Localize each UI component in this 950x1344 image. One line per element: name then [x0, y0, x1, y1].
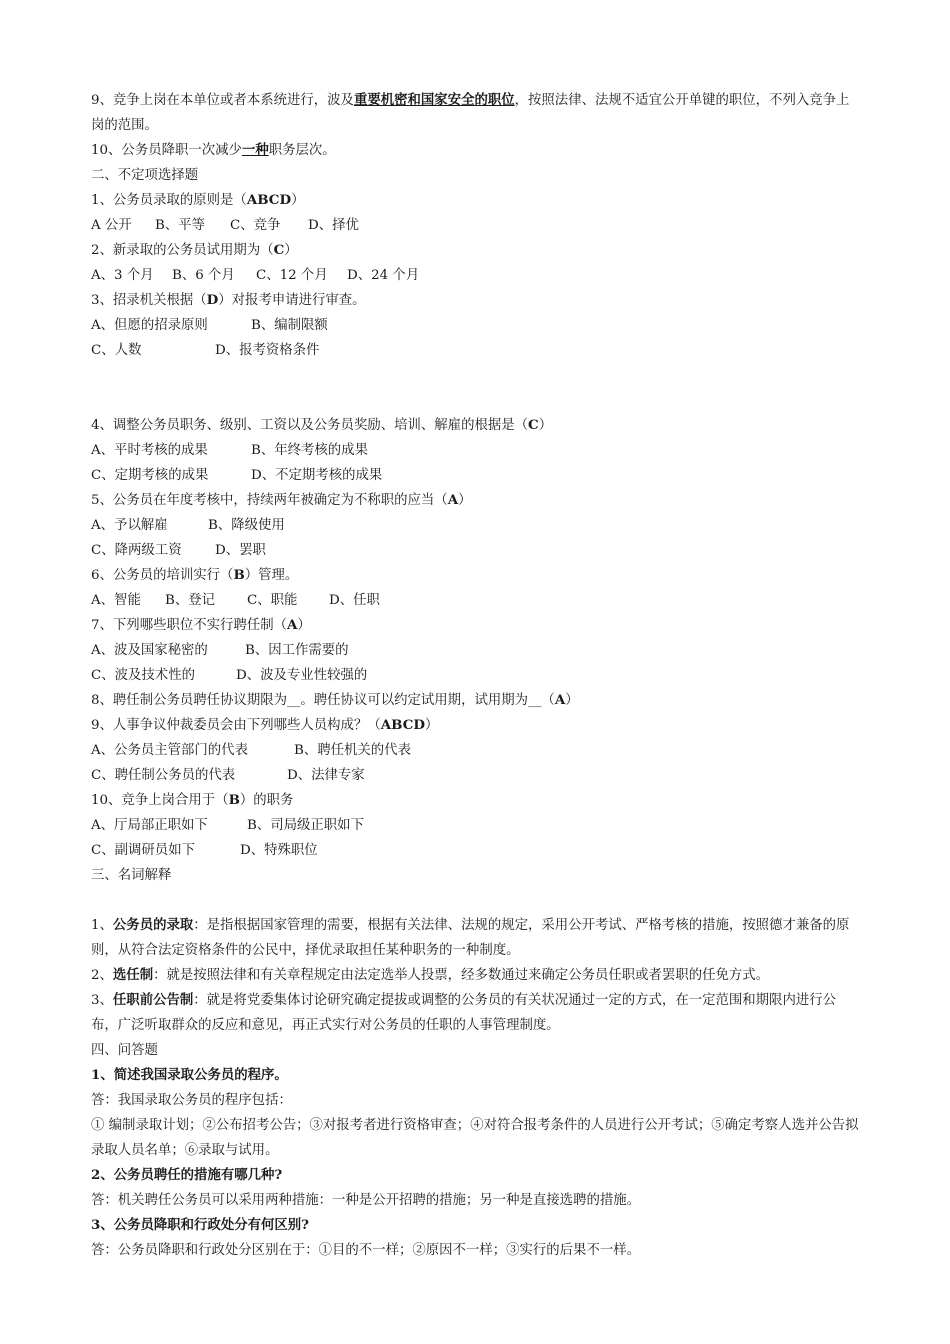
question-8 — [91, 688, 861, 713]
option: A、平时考核的成果 — [91, 443, 208, 458]
qa-question-1: 1、简述我国录取公务员的程序。 — [91, 1067, 288, 1083]
option: D、24 个月 — [347, 268, 420, 283]
option: B、6 个月 — [172, 268, 235, 283]
question-text: ） — [424, 718, 439, 733]
question-text: ） — [291, 193, 305, 208]
term-1 — [91, 913, 861, 963]
question-9 — [91, 713, 861, 738]
answer: A — [287, 617, 298, 633]
option: C、12 个月 — [256, 268, 328, 283]
question-text: ）的职务 — [239, 793, 294, 808]
answer: A — [447, 492, 459, 508]
question-text: 2、新录取的公务员试用期为（ — [91, 243, 274, 258]
option: B、司局级正职如下 — [247, 818, 364, 833]
answer: C — [528, 417, 539, 433]
question-text: 3、招录机关根据（ — [91, 293, 207, 308]
term-name: 任职前公告制 — [112, 992, 194, 1008]
question-1-options — [91, 213, 861, 238]
option: C、人数 — [91, 343, 142, 358]
option: B、降级使用 — [208, 518, 285, 533]
term-3 — [91, 988, 861, 1038]
option: D、报考资格条件 — [215, 343, 320, 358]
option: D、波及专业性较强的 — [236, 668, 368, 683]
question-4-options-cd — [91, 463, 861, 488]
blank-space — [91, 888, 861, 913]
question-1 — [91, 188, 861, 213]
term-definition: ：就是将党委集体讨论研究确定提拔或调整的公务员的有关状况通过一定的方式，在一定范围和期限内进行公布，广泛听取群众的反应和意见，再正式实行对公务员的任职的人事管理制度。 — [91, 993, 837, 1033]
option: A、3 个月 — [91, 268, 154, 283]
option: C、降两级工资 — [91, 543, 182, 558]
text: 10、公务员降职一次减少 — [91, 143, 242, 158]
text: 职务层次。 — [268, 143, 336, 158]
answer: ABCD — [380, 717, 425, 733]
paragraph-9 — [91, 88, 861, 138]
question-text: 9、人事争议仲裁委员会由下列哪些人员构成？（ — [91, 718, 381, 733]
question-3 — [91, 288, 861, 313]
option: C、副调研员如下 — [91, 843, 195, 858]
question-2-options — [91, 263, 861, 288]
question-text: ）管理。 — [244, 568, 299, 583]
question-6 — [91, 563, 861, 588]
question-7 — [91, 613, 861, 638]
question-4 — [91, 413, 861, 438]
qa-question-2: 2、公务员聘任的措施有哪几种? — [91, 1167, 283, 1183]
term-definition: ：就是按照法律和有关章程规定由法定选举人投票，经多数通过来确定公务员任职或者罢职的任免方式。 — [153, 968, 770, 983]
option: D、任职 — [329, 593, 380, 608]
qa-answer-1: 答：我国录取公务员的程序包括： — [91, 1093, 292, 1108]
emphasis: 重要机密和国家安全的职位 — [353, 92, 515, 108]
question-10 — [91, 788, 861, 813]
term-number: 1、 — [91, 918, 113, 933]
question-text: 1、公务员录取的原则是（ — [91, 193, 247, 208]
question-3-options-cd — [91, 338, 861, 363]
question-3-options-ab — [91, 313, 861, 338]
qa-answer-3: 答：公务员降职和行政处分区别在于：①目的不一样；②原因不一样；③实行的后果不一样。 — [91, 1243, 641, 1258]
answer: B — [228, 792, 240, 808]
option: C、定期考核的成果 — [91, 468, 209, 483]
question-text: ） — [458, 493, 472, 508]
qa-answer-2: 答：机关聘任公务员可以采用两种措施：一种是公开招聘的措施；另一种是直接选聘的措施。 — [91, 1193, 641, 1208]
question-2 — [91, 238, 861, 263]
document-page — [91, 88, 861, 1263]
question-4-options-ab — [91, 438, 861, 463]
option: A、予以解雇 — [91, 518, 168, 533]
term-name: 公务员的录取 — [112, 917, 194, 933]
option: C、竞争 — [230, 218, 281, 233]
question-text: 6、公务员的培训实行（ — [91, 568, 234, 583]
section-heading-3: 三、名词解释 — [91, 868, 172, 883]
question-text: ） — [297, 618, 311, 633]
question-text: ） — [565, 693, 579, 708]
option: A、公务员主管部门的代表 — [91, 743, 248, 758]
question-text: ）对报考申请进行审查。 — [218, 293, 366, 308]
section-heading-2: 二、不定项选择题 — [91, 168, 199, 183]
question-10-options-cd — [91, 838, 861, 863]
option: D、法律专家 — [287, 768, 365, 783]
emphasis: 一种 — [241, 142, 269, 158]
option: C、波及技术性的 — [91, 668, 195, 683]
question-text: 5、公务员在年度考核中，持续两年被确定为不称职的应当（ — [91, 493, 448, 508]
question-10-options-ab — [91, 813, 861, 838]
text: ，按照法律、法规不适宜公开单键的职位，不列入竞争上岗的范围。 — [91, 93, 850, 133]
question-text: 4、调整公务员职务、级别、工资以及公务员奖励、培训、解雇的根据是（ — [91, 418, 529, 433]
option: A、厅局部正职如下 — [91, 818, 208, 833]
answer: B — [233, 567, 245, 583]
blank-space — [91, 363, 861, 413]
option: A、波及国家秘密的 — [91, 643, 208, 658]
section-heading-4: 四、问答题 — [91, 1043, 158, 1058]
question-5 — [91, 488, 861, 513]
option: D、罢职 — [215, 543, 266, 558]
option: B、编制限额 — [251, 318, 328, 333]
question-9-options-cd — [91, 763, 861, 788]
option: A 公开 — [91, 218, 132, 233]
question-9-options-ab — [91, 738, 861, 763]
option: B、登记 — [165, 593, 216, 608]
question-6-options — [91, 588, 861, 613]
answer: D — [206, 292, 219, 308]
question-text: ） — [538, 418, 553, 433]
question-text: 10、竞争上岗合用于（ — [91, 793, 229, 808]
option: C、职能 — [247, 593, 298, 608]
question-5-options-cd — [91, 538, 861, 563]
question-7-options-cd — [91, 663, 861, 688]
answer: ABCD — [246, 192, 292, 208]
option: B、因工作需要的 — [245, 643, 349, 658]
term-name: 选任制 — [112, 967, 154, 983]
option: A、但愿的招录原则 — [91, 318, 208, 333]
question-5-options-ab — [91, 513, 861, 538]
paragraph-10 — [91, 138, 861, 163]
qa-answer-1-detail: ① 编制录取计划；②公布招考公告；③对报考者进行资格审查；④对符合报考条件的人员进行公开考试；⑤确定考察人选并公告拟录取人员名单；⑥录取与试用。 — [91, 1118, 859, 1158]
question-7-options-ab — [91, 638, 861, 663]
answer: C — [273, 242, 285, 258]
option: C、聘任制公务员的代表 — [91, 768, 236, 783]
term-2 — [91, 963, 861, 988]
option: B、聘任机关的代表 — [294, 743, 411, 758]
term-definition: ：是指根据国家管理的需要，根据有关法律、法规的规定，采用公开考试、严格考核的措施，按照德才兼备的原则，从符合法定资格条件的公民中，择优录取担任某种职务的一种制度。 — [91, 918, 850, 958]
question-text: ） — [284, 243, 298, 258]
option: D、特殊职位 — [240, 843, 318, 858]
option: D、择优 — [308, 218, 359, 233]
option: B、年终考核的成果 — [251, 443, 368, 458]
term-number: 2、 — [91, 968, 113, 983]
answer: A — [554, 692, 566, 708]
option: A、智能 — [91, 593, 141, 608]
option: B、平等 — [155, 218, 206, 233]
question-text: 7、下列哪些职位不实行聘任制（ — [91, 618, 287, 633]
qa-question-3: 3、公务员降职和行政处分有何区别? — [91, 1217, 310, 1233]
text: 9、竞争上岗在本单位或者本系统进行，波及 — [91, 93, 354, 108]
option: D、不定期考核的成果 — [251, 468, 383, 483]
term-number: 3、 — [91, 993, 113, 1008]
question-text: 8、聘任制公务员聘任协议期限为__。聘任协议可以约定试用期，试用期为__（ — [91, 693, 555, 708]
